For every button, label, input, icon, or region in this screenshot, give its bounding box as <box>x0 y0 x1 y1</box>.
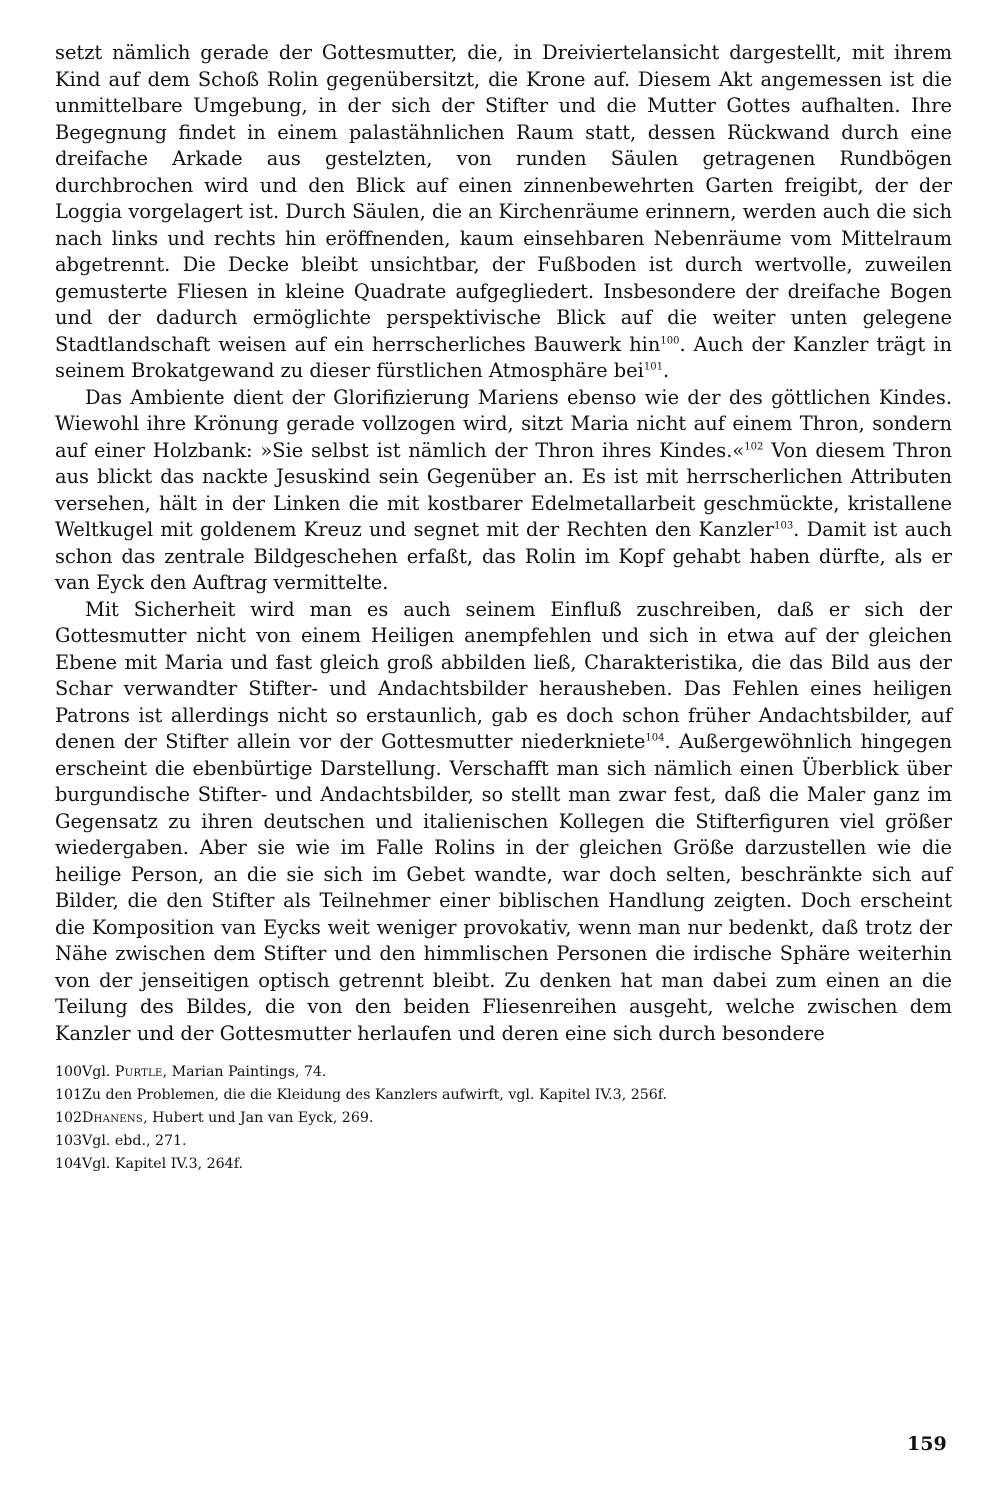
paragraph-1-text-b: . Auch der Kanzler trägt in seinem Brokatgewand zu dieser fürstlichen Atmosphäre bei <box>55 332 952 382</box>
footnote <box>55 1061 952 1084</box>
paragraph-2-text-a: Das Ambiente dient der Glorifizierung Mariens ebenso wie der des göttlichen Kindes. Wiewohl ihre Krönung gerade vollzogen wird, sitzt Maria nicht auf einem Thron, sondern auf einer Holzbank: »Sie selbst ist nämlich der Thron ihres Kindes.« <box>55 385 952 462</box>
footnote-text: Zu den Problemen, die die Kleidung des Kanzlers aufwirft, vgl. Kapitel IV.3, 256f. <box>82 1087 668 1103</box>
body-text <box>55 40 952 1047</box>
paragraph-2-text-c: . Damit ist auch schon das zentrale Bildgeschehen erfaßt, das Rolin im Kopf gehabt haben dürfte, als er van Eyck den Auftrag vermittelte. <box>55 518 952 594</box>
footnote-number: 103 <box>55 1133 83 1149</box>
page-number: 159 <box>907 1433 947 1455</box>
footnote <box>55 1130 952 1153</box>
paragraph-3-text-a: Mit Sicherheit wird man es auch seinem Einfluß zuschreiben, daß er sich der Gottesmutter nicht von einem Heiligen anempfehlen und sich in etwa auf der gleichen Ebene mit Maria und fast gleich groß abbilden ließ, Charakteristika, die das Bild aus der Schar verwandter Stifter- und Andachtsbilder herausheben. Das Fehlen eines heiligen Patrons ist allerdings nicht so erstaunlich, gab es doch schon früher Andachtsbilder, auf denen der Stifter allein vor der Gottesmutter niederkniete <box>55 597 952 753</box>
paragraph-2 <box>55 385 952 597</box>
paragraph-2-text-b: Von diesem Thron aus blickt das nackte Jesuskind sein Gegenüber an. Es ist mit herrscherlichen Attributen versehen, hält in der Linken die mit kostbarer Edelmetallarbeit geschmückte, kristallene Weltkugel mit goldenem Kreuz und segnet mit der Rechten den Kanzler <box>55 438 952 541</box>
paragraph-3-text-b: . Außergewöhnlich hingegen erscheint die ebenbürtige Darstellung. Verschafft man sich nämlich einen Überblick über burgundische Stifter- und Andachtsbilder, so stellt man zwar fest, daß die Maler ganz im Gegensatz zu ihren deutschen und italienischen Kollegen die Stifterfiguren viel größer wiedergaben. Aber sie wie im Falle Rolins in der gleichen Größe darzustellen wie die heilige Person, an die sie sich im Gebet wandte, war doch selten, beschränkte sich auf Bilder, die den Stifter als Teilnehmer einer biblischen Handlung zeigten. Doch erscheint die Komposition van Eycks weit weniger provokativ, wenn man nur bedenkt, daß trotz der Nähe zwischen dem Stifter und den himmlischen Personen die irdische Sphäre weiterhin von der jenseitigen optisch getrennt bleibt. Zu denken hat man dabei zum einen an die Teilung des Bildes, die von den beiden Fliesenreihen ausgeht, welche zwischen dem Kanzler und der Gottesmutter herlaufen und deren eine sich durch besondere <box>55 730 952 1045</box>
paragraph-1-text-c: . <box>662 359 670 382</box>
footnote-number: 102 <box>55 1110 83 1126</box>
footnote <box>55 1084 952 1107</box>
footnote-ref-100: 100 <box>660 335 680 347</box>
footnote-author: Dhanens <box>82 1110 144 1126</box>
paragraph-3 <box>55 597 952 1048</box>
paragraph-1 <box>55 40 952 385</box>
footnote-text: Vgl. ebd., 271. <box>82 1133 187 1149</box>
footnote-ref-102: 102 <box>744 441 764 453</box>
footnote-number: 104 <box>55 1156 83 1172</box>
footnote-text: Vgl. <box>82 1064 115 1080</box>
footnote-ref-104: 104 <box>645 732 665 744</box>
footnote-text-rest: , Hubert und Jan van Eyck, 269. <box>143 1110 374 1126</box>
footnote-text-rest: , Marian Paintings, 74. <box>162 1064 327 1080</box>
footnote-ref-103: 103 <box>774 520 794 532</box>
book-page <box>55 40 952 1176</box>
paragraph-1-text-a: setzt nämlich gerade der Gottesmutter, die, in Dreiviertelansicht dargestellt, mit ihrem Kind auf dem Schoß Rolin gegenübersitzt, die Krone auf. Diesem Akt angemessen ist die unmittelbare Umgebung, in der sich der Stifter und die Mutter Gottes aufhalten. Ihre Begegnung findet in einem palastähnlichen Raum statt, dessen Rückwand durch eine dreifache Arkade aus gestelzten, von runden Säulen getragenen Rundbögen durchbrochen wird und den Blick auf einen zinnenbewehrten Garten freigibt, der der Loggia vorgelagert ist. Durch Säulen, die an Kirchenräume erinnern, werden auch die sich nach links und rechts hin eröffnenden, kaum einsehbaren Nebenräume vom Mittelraum abgetrennt. Die Decke bleibt unsichtbar, der Fußboden ist durch wertvolle, zuweilen gemusterte Fliesen in kleine Quadrate aufgegliedert. Insbesondere der dreifache Bogen und der dadurch ermöglichte perspektivische Blick auf die weiter unten gelegene Stadtlandschaft weisen auf ein herrscherliches Bauwerk hin <box>55 41 952 356</box>
footnotes <box>55 1061 952 1176</box>
footnote <box>55 1107 952 1130</box>
footnote-ref-101: 101 <box>643 361 663 373</box>
footnote <box>55 1153 952 1176</box>
footnote-text: Vgl. Kapitel IV.3, 264f. <box>82 1156 243 1172</box>
footnote-author: Purtle <box>114 1064 163 1080</box>
footnote-number: 100 <box>55 1064 83 1080</box>
footnote-number: 101 <box>55 1087 83 1103</box>
